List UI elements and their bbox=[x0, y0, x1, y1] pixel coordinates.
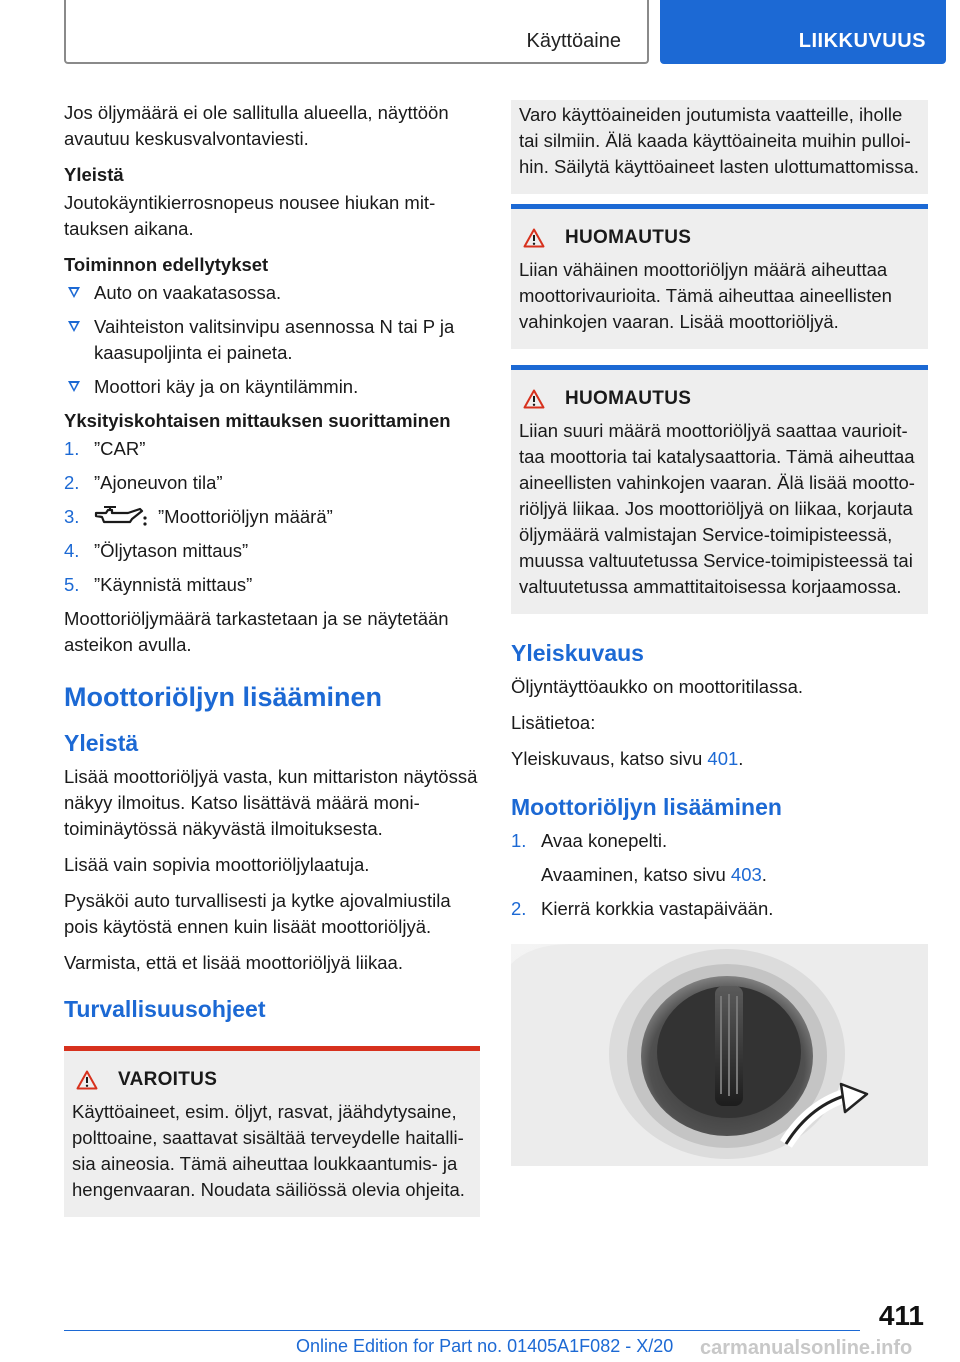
oil-filler-cap-photo bbox=[511, 944, 928, 1166]
header-section-tab bbox=[64, 0, 649, 64]
adding-general-heading: Yleistä bbox=[64, 730, 139, 756]
step-item bbox=[511, 896, 928, 922]
warning-text: Käyttöaineet, esim. öljyt, rasvat, jäähdytysaine, polttoaine, saattavat sisältää terveydelle haitallisia aineosia. Tämä aiheuttaa loukkaantumis- ja hengenvaaran. Noudata säiliössä olevia ohjeita. bbox=[72, 1101, 465, 1200]
overview-heading: Yleiskuvaus bbox=[511, 640, 644, 666]
step-subtext: Avaaminen, katso sivu 403. bbox=[541, 864, 767, 885]
after-steps-paragraph: Moottoriöljymäärä tarkastetaan ja se näytetään asteikon avulla. bbox=[64, 608, 449, 655]
overview-text: Öljyntäyttöaukko on moottoritilassa. bbox=[511, 676, 804, 697]
step-item bbox=[64, 572, 480, 598]
step-number: 2. bbox=[511, 898, 527, 919]
adding-paragraph: Lisää moottoriöljyä vasta, kun mittariston näytössä näkyy ilmoitus. Katso lisättävä määrä monitoiminäytössä näkyvästä ilmoituksesta. bbox=[64, 766, 478, 839]
list-item-text: Vaihteiston valitsinvipu asennossa N tai P ja kaasupoljinta ei paineta. bbox=[94, 316, 455, 363]
list-item bbox=[64, 314, 480, 366]
note-text: Liian suuri määrä moottoriöljyä saattaa vaurioittaa moottoria tai katalysaattoria. Tämä aiheuttaa aineellisten vahinkojen vaaran. Älä lisää moottoriöljyä liikaa. Jos moottoriöljyä on liikaa, korjauta öljymäärä valmistajan Service-toimipisteessä, muussa valtuutetussa Service-toimipisteessä tai valtuutetussa ammattitaitoisessa korjaamossa. bbox=[519, 420, 915, 597]
right-column bbox=[511, 100, 928, 1171]
detail-measurement-heading: Yksityiskohtaisen mittauksen suorittaminen bbox=[64, 410, 451, 431]
note-text: Liian vähäinen moottoriöljyn määrä aiheuttaa moottorivaurioita. Tämä aiheuttaa aineellisten vahinkojen vaaran. Lisää moottoriöljyä. bbox=[519, 259, 892, 332]
general-heading: Yleistä bbox=[64, 164, 124, 185]
step-text: ”Öljytason mittaus” bbox=[94, 540, 249, 561]
header-section-label: Käyttöaine bbox=[526, 30, 621, 52]
footer-divider bbox=[64, 1330, 860, 1331]
watermark: carmanualsonline.info bbox=[700, 1337, 913, 1359]
general-paragraph: Joutokäyntikierrosnopeus nousee hiukan mittauksen aikana. bbox=[64, 192, 436, 239]
measurement-steps bbox=[64, 436, 480, 598]
step-number: 5. bbox=[64, 574, 80, 595]
adding-paragraph: Pysäköi auto turvallisesti ja kytke ajovalmiustila pois käytöstä ennen kuin lisäät moottoriöljyä. bbox=[64, 890, 451, 937]
step-number: 1. bbox=[511, 830, 527, 851]
bullet-triangle-icon bbox=[68, 381, 80, 392]
note-title: HUOMAUTUS bbox=[565, 227, 692, 248]
reference-text: Avaaminen, katso sivu bbox=[541, 864, 726, 885]
list-item bbox=[64, 374, 480, 400]
intro-paragraph: Jos öljymäärä ei ole sallitulla alueella, näyttöön avautuu keskusvalvontaviesti. bbox=[64, 102, 449, 149]
adding-paragraph: Lisää vain sopivia moottoriöljylaatuja. bbox=[64, 854, 370, 875]
overview-reference: Yleiskuvaus, katso sivu 401. bbox=[511, 748, 744, 769]
step-item bbox=[64, 470, 480, 496]
step-text: ”Ajoneuvon tila” bbox=[94, 472, 223, 493]
requirements-list bbox=[64, 280, 480, 400]
step-text: ”Moottoriöljyn määrä” bbox=[158, 506, 333, 527]
note-box bbox=[511, 204, 928, 349]
list-item-text: Moottori käy ja on käyntilämmin. bbox=[94, 376, 359, 397]
caution-triangle-icon bbox=[523, 389, 545, 409]
edition-footer: Online Edition for Part no. 01405A1F082 - X/20 bbox=[296, 1336, 674, 1356]
note-box bbox=[511, 365, 928, 614]
step-item bbox=[511, 828, 928, 888]
adding-oil-subheading: Moottoriöljyn lisääminen bbox=[511, 794, 782, 820]
header-chapter-label: LIIKKUVUUS bbox=[798, 30, 926, 52]
step-text: ”CAR” bbox=[94, 438, 146, 459]
caution-triangle-icon bbox=[523, 228, 545, 248]
header-chapter-tab bbox=[660, 0, 946, 64]
more-info-label: Lisätietoa: bbox=[511, 712, 596, 733]
step-number: 1. bbox=[64, 438, 80, 459]
list-item-text: Auto on vaakatasossa. bbox=[94, 282, 282, 303]
step-item bbox=[64, 504, 480, 530]
step-number: 2. bbox=[64, 472, 80, 493]
warning-box bbox=[64, 1046, 480, 1217]
adding-steps bbox=[511, 828, 928, 922]
note-title: HUOMAUTUS bbox=[565, 388, 692, 409]
warning-continued-text: Varo käyttöaineiden joutumista vaatteille, iholle tai silmiin. Älä kaada käyttöaineita muihin pulloihin. Säilytä käyttöaineet lasten ulottumattomissa. bbox=[519, 104, 920, 177]
step-number: 4. bbox=[64, 540, 80, 561]
adding-paragraph: Varmista, että et lisää moottoriöljyä liikaa. bbox=[64, 952, 403, 973]
step-text: Avaa konepelti. bbox=[541, 830, 668, 851]
step-text: ”Käynnistä mittaus” bbox=[94, 574, 253, 595]
warning-continued-box bbox=[511, 100, 928, 194]
safety-heading: Turvallisuusohjeet bbox=[64, 996, 266, 1022]
step-item bbox=[64, 538, 480, 564]
step-number: 3. bbox=[64, 506, 80, 527]
list-item bbox=[64, 280, 480, 306]
left-column bbox=[64, 100, 480, 1233]
reference-text: Yleiskuvaus, katso sivu bbox=[511, 748, 703, 769]
page-number: 411 bbox=[878, 1300, 924, 1331]
step-text: Kierrä korkkia vastapäivään. bbox=[541, 898, 774, 919]
page-link[interactable]: 401 bbox=[707, 748, 739, 769]
page-link[interactable]: 403 bbox=[730, 864, 762, 885]
bullet-triangle-icon bbox=[68, 321, 80, 332]
step-item bbox=[64, 436, 480, 462]
warning-triangle-icon bbox=[76, 1070, 98, 1090]
adding-oil-heading: Moottoriöljyn lisääminen bbox=[64, 682, 383, 712]
bullet-triangle-icon bbox=[68, 287, 80, 298]
oil-can-icon bbox=[94, 505, 150, 527]
warning-title: VAROITUS bbox=[118, 1069, 218, 1090]
requirements-heading: Toiminnon edellytykset bbox=[64, 254, 269, 275]
